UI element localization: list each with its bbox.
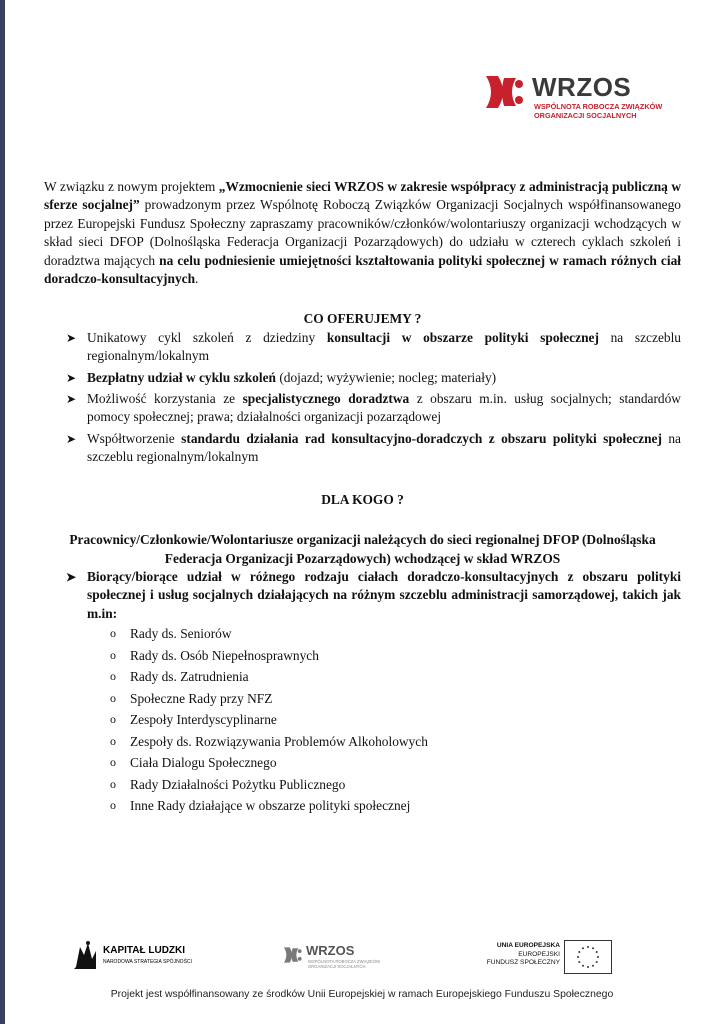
list-item <box>44 688 681 710</box>
audience-description <box>44 531 681 568</box>
audience-line1: Pracownicy/Członkowie/Wolontariusze organizacji należących do sieci regionalnej DFOP (Dolnośląska <box>69 532 656 548</box>
council-name: Rady ds. Seniorów <box>130 626 232 642</box>
funding-note: Projekt jest współfinansowany ze środków Unii Europejskiej w ramach Europejskiego Funduszu Społecznego <box>110 989 614 1000</box>
wrzos-footer-subtitle <box>308 959 380 969</box>
circle-bullet-icon: o <box>110 755 116 770</box>
offer-item-bold: konsultacji w obszarze polityki społecznej <box>326 329 599 345</box>
list-item <box>44 390 681 427</box>
list-item <box>44 568 681 623</box>
intro-text-1: W związku z nowym projektem <box>44 179 219 194</box>
circle-bullet-icon: o <box>110 712 116 727</box>
offer-item-text: na szczeblu regionalnym/lokalnym <box>87 329 681 364</box>
arrow-bullet-icon: ➤ <box>66 569 77 584</box>
council-name: Zespoły Interdyscyplinarne <box>130 712 277 728</box>
audience-list <box>44 568 681 623</box>
eu-logo <box>480 942 650 982</box>
list-item <box>44 774 681 796</box>
wrzos-emblem-icon <box>482 72 528 112</box>
eu-fund-line1: EUROPEJSKI <box>518 950 560 958</box>
council-name: Społeczne Rady przy NFZ <box>130 690 273 706</box>
list-item <box>44 645 681 667</box>
wrzos-logo <box>482 72 682 132</box>
offer-list <box>44 329 681 467</box>
circle-bullet-icon: o <box>110 733 116 748</box>
wrzos-footer-subtitle-line1: WSPÓLNOTA ROBOCZA ZWIĄZKÓW <box>308 959 381 964</box>
logo-name: WRZOS <box>532 72 632 102</box>
council-list <box>44 623 681 817</box>
council-name: Rady Działalności Pożytku Publicznego <box>130 776 346 792</box>
arrow-bullet-icon: ➤ <box>66 431 77 446</box>
offer-item-text: Możliwość korzystania ze <box>87 391 243 407</box>
arrow-bullet-icon: ➤ <box>66 392 77 407</box>
kapital-ludzki-emblem-icon <box>70 937 100 973</box>
wrzos-footer-emblem-icon <box>282 943 304 967</box>
arrow-bullet-icon: ➤ <box>66 370 77 385</box>
circle-bullet-icon: o <box>110 647 116 662</box>
intro-text-3: . <box>195 271 199 287</box>
list-item <box>44 369 681 387</box>
circle-bullet-icon: o <box>110 669 116 684</box>
council-name: Ciała Dialogu Społecznego <box>130 755 277 771</box>
audience-item-text: Biorący/biorące udział w różnego rodzaju ciałach doradczo-konsultacyjnych z obszaru polityki społecznej i usług socjalnych działających na różnym szczeblu administracji samorządowej, takich jak m.in: <box>87 568 681 621</box>
kapital-ludzki-subtitle: NARODOWA STRATEGIA SPÓJNOŚCI <box>103 959 192 965</box>
intro-text-2: prowadzonym przez Wspólnotę Roboczą Związków Organizacji Socjalnych współfinansowanego przez Europejski Fundusz Społeczny zapraszamy pracowników/członków/wolontariuszy organizacji wchodzących w skład sieci DFOP (Dolnośląska Federacja Organizacji Pozarządowych) do udziału w czterech cyklach szkoleń i doradztwa mających <box>44 197 682 268</box>
eu-text <box>487 942 560 968</box>
offer-item-text: Unikatowy cykl szkoleń z dziedziny <box>87 329 327 345</box>
wrzos-footer-subtitle-line2: ORGANIZACJI SOCJALNYCH <box>308 964 366 969</box>
list-item <box>44 329 681 366</box>
council-name: Inne Rady działające w obszarze polityki społecznej <box>130 798 411 814</box>
intro-goal: na celu podniesienie umiejętności kształtowania polityki społecznej w ramach różnych ciał doradczo-konsultacyjnych <box>44 252 681 287</box>
logo-subtitle <box>534 102 662 120</box>
offer-item-text: na szczeblu regionalnym/lokalnym <box>87 430 681 465</box>
circle-bullet-icon: o <box>110 690 116 705</box>
offer-item-text: Współtworzenie <box>87 430 182 446</box>
audience-heading: DLA KOGO ? <box>321 491 404 507</box>
wrzos-footer-name: WRZOS <box>306 943 355 958</box>
offer-item-bold: standardu działania rad konsultacyjno-doradczych z obszaru polityki społecznej <box>181 430 662 446</box>
offer-heading: CO OFERUJEMY ? <box>303 311 422 327</box>
council-name: Rady ds. Osób Niepełnosprawnych <box>130 647 319 663</box>
list-item <box>44 752 681 774</box>
offer-item-bold: specjalistycznego doradztwa <box>242 391 410 407</box>
logo-subtitle-line1: WSPÓLNOTA ROBOCZA ZWIĄZKÓW <box>534 102 663 111</box>
audience-line2: Federacja Organizacji Pozarządowych) wchodzącej w skład WRZOS <box>164 550 561 566</box>
list-item <box>44 731 681 753</box>
circle-bullet-icon: o <box>110 776 116 791</box>
council-name: Rady ds. Zatrudnienia <box>130 669 249 685</box>
eu-title: UNIA EUROPEJSKA <box>496 942 560 949</box>
wrzos-footer-logo <box>282 943 392 975</box>
left-edge-bar <box>0 0 5 1024</box>
project-title: „Wzmocnienie sieci WRZOS w zakresie współpracy z administracją publiczną w sferze socjalnej” <box>44 179 681 213</box>
council-name: Zespoły ds. Rozwiązywania Problemów Alkoholowych <box>130 733 428 749</box>
eu-fund-line2: FUNDUSZ SPOŁECZNY <box>486 959 560 966</box>
logo-subtitle-line2: ORGANIZACJI SOCJALNYCH <box>534 111 637 120</box>
intro-paragraph <box>44 178 681 288</box>
kapital-ludzki-title: KAPITAŁ LUDZKI <box>103 945 186 956</box>
list-item <box>44 430 681 467</box>
kapital-ludzki-logo <box>70 937 210 973</box>
circle-bullet-icon: o <box>110 798 116 813</box>
list-item <box>44 795 681 817</box>
arrow-bullet-icon: ➤ <box>66 330 77 345</box>
eu-flag-icon <box>564 940 612 974</box>
footer-logos <box>0 925 724 985</box>
circle-bullet-icon: o <box>110 626 116 641</box>
offer-item-bold: Bezpłatny udział w cyklu szkoleń <box>87 369 276 385</box>
offer-item-text: (dojazd; wyżywienie; nocleg; materiały) <box>275 369 497 385</box>
list-item <box>44 709 681 731</box>
document-body <box>44 178 681 817</box>
list-item <box>44 623 681 645</box>
list-item <box>44 666 681 688</box>
offer-item-text: z obszaru m.in. usług socjalnych; standardów pomocy społecznej; prawa; działalności organizacji pozarządowej <box>87 391 681 425</box>
